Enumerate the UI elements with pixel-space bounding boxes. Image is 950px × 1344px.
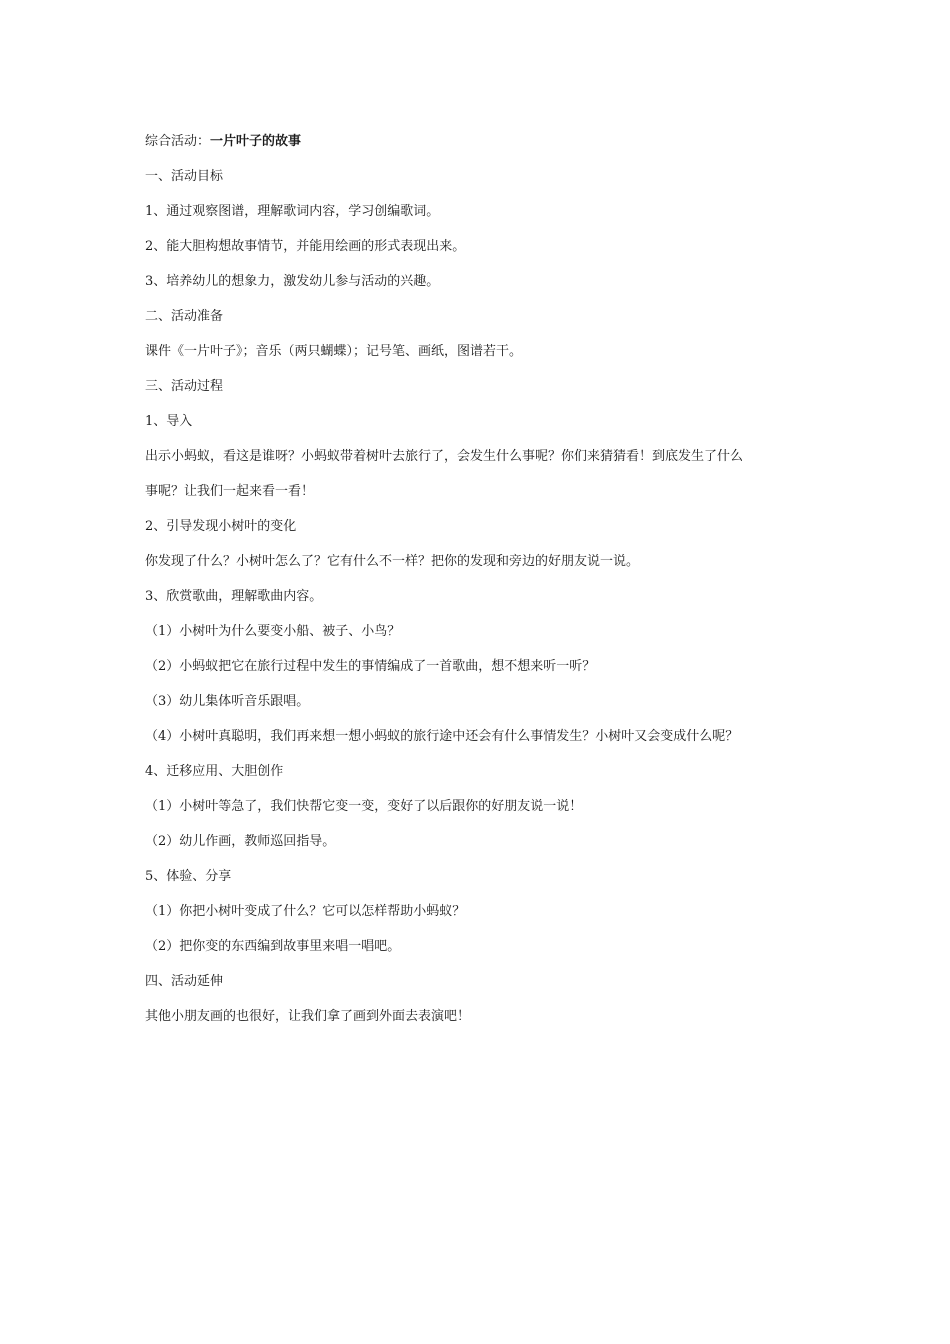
section-heading-preparation: 二、活动准备 — [145, 309, 224, 324]
section-heading-extension: 四、活动延伸 — [145, 974, 224, 989]
process-step-1-text-line-1: 出示小蚂蚁，看这是谁呀？小蚂蚁带着树叶去旅行了，会发生什么事呢？你们来猜猜看！到底发生了什么 — [145, 449, 744, 464]
process-step-5-item-1: （1）你把小树叶变成了什么？它可以怎样帮助小蚂蚁？ — [145, 904, 466, 919]
extension-text: 其他小朋友画的也很好，让我们拿了画到外面去表演吧！ — [145, 1009, 471, 1024]
preparation-text: 课件《一片叶子》；音乐（两只蝴蝶）；记号笔、画纸，图谱若干。 — [145, 344, 523, 359]
document-body — [145, 124, 825, 1034]
title-prefix: 综合活动： — [145, 134, 211, 149]
process-step-4-item-2: （2）幼儿作画，教师巡回指导。 — [145, 834, 336, 849]
process-step-2-heading: 2、引导发现小树叶的变化 — [145, 519, 297, 534]
process-step-1-text-line-2: 事呢？让我们一起来看一看！ — [145, 484, 315, 499]
process-step-2-text: 你发现了什么？小树叶怎么了？它有什么不一样？把你的发现和旁边的好朋友说一说。 — [145, 554, 640, 569]
process-step-3-item-1: （1）小树叶为什么要变小船、被子、小鸟？ — [145, 624, 401, 639]
section-heading-goals: 一、活动目标 — [145, 169, 224, 184]
goal-item-3: 3、培养幼儿的想象力，激发幼儿参与活动的兴趣。 — [145, 274, 440, 289]
goal-item-1: 1、通过观察图谱，理解歌词内容，学习创编歌词。 — [145, 204, 440, 219]
document-title — [145, 124, 825, 159]
process-step-3-heading: 3、欣赏歌曲，理解歌曲内容。 — [145, 589, 323, 604]
process-step-4-heading: 4、迁移应用、大胆创作 — [145, 764, 284, 779]
process-step-4-item-1: （1）小树叶等急了，我们快帮它变一变，变好了以后跟你的好朋友说一说！ — [145, 799, 583, 814]
goal-item-2: 2、能大胆构想故事情节，并能用绘画的形式表现出来。 — [145, 239, 466, 254]
process-step-3-item-3: （3）幼儿集体听音乐跟唱。 — [145, 694, 310, 709]
title-main: 一片叶子的故事 — [210, 134, 302, 149]
process-step-3-item-2: （2）小蚂蚁把它在旅行过程中发生的事情编成了一首歌曲，想不想来听一听？ — [145, 659, 596, 674]
section-heading-process: 三、活动过程 — [145, 379, 224, 394]
process-step-5-heading: 5、体验、分享 — [145, 869, 232, 884]
process-step-5-item-2: （2）把你变的东西编到故事里来唱一唱吧。 — [145, 939, 401, 954]
process-step-3-item-4: （4）小树叶真聪明，我们再来想一想小蚂蚁的旅行途中还会有什么事情发生？小树叶又会变成什么呢？ — [145, 729, 739, 744]
process-step-1-heading: 1、导入 — [145, 414, 193, 429]
